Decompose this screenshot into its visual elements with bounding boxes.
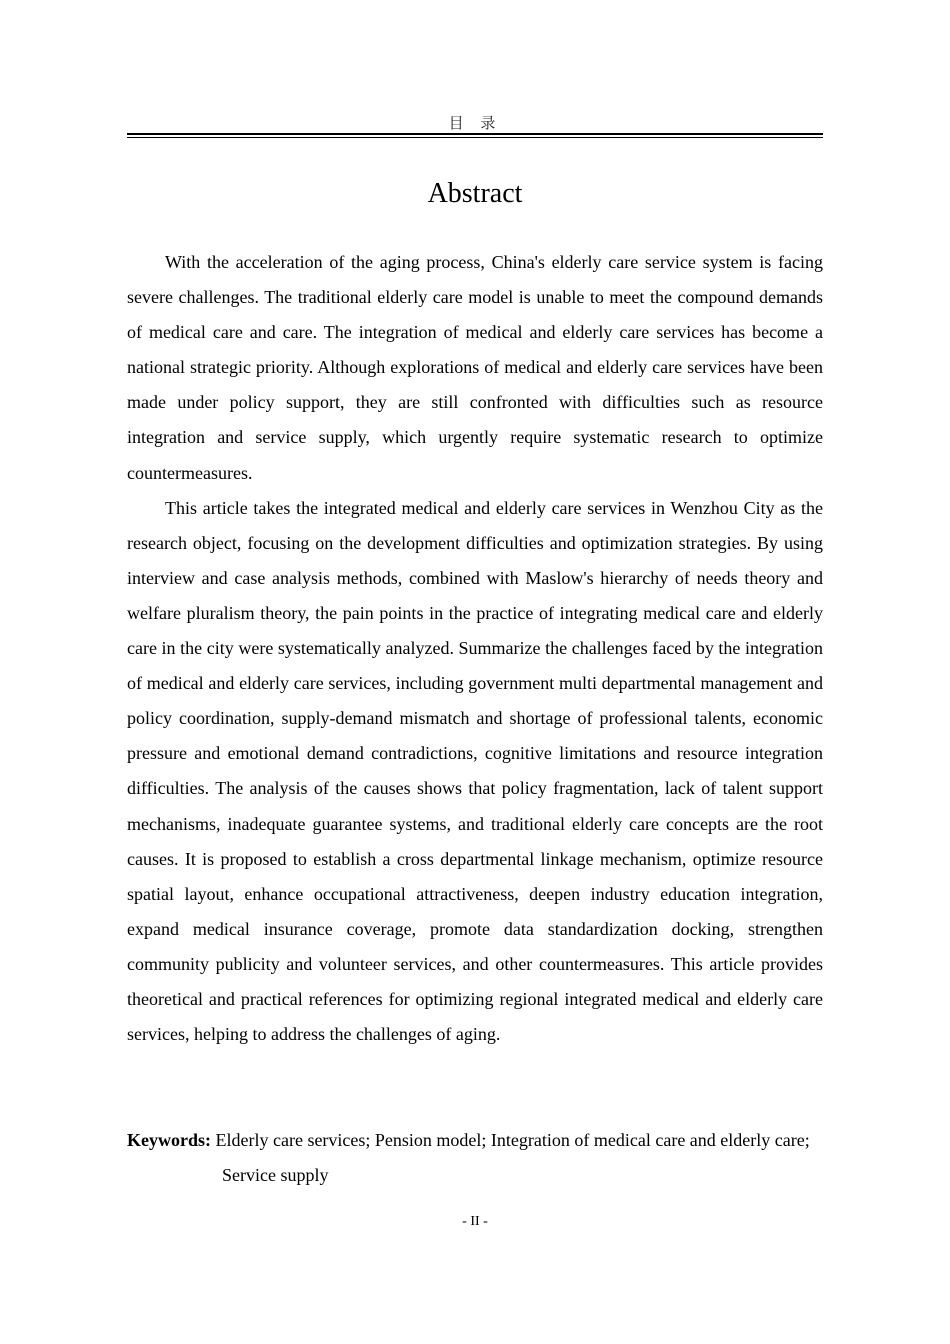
abstract-paragraph-1: With the acceleration of the aging process, China's elderly care service system is facing severe challenges. The traditional elderly care model is unable to meet the compound demands of medical care and care. The integration of medical and elderly care services has become a national strategic priority. Although explorations of medical and elderly care services have been made under policy support, they are still confronted with difficulties such as resource integration and service supply, which urgently require systematic research to optimize countermeasures. [127, 252, 823, 483]
keywords-text: Elderly care services; Pension model; Integration of medical care and elderly care; Service supply [215, 1130, 810, 1185]
abstract-body [127, 245, 823, 1052]
header-double-rule [127, 133, 823, 138]
running-header: 目 录 [448, 114, 502, 132]
page-number: - II - [462, 1214, 488, 1229]
abstract-paragraph-2: This article takes the integrated medical and elderly care services in Wenzhou City as the research object, focusing on the development difficulties and optimization strategies. By using interview and case analysis methods, combined with Maslow's hierarchy of needs theory and welfare pluralism theory, the pain points in the practice of integrating medical care and elderly care in the city were systematically analyzed. Summarize the challenges faced by the integration of medical and elderly care services, including government multi departmental management and policy coordination, supply-demand mismatch and shortage of professional talents, economic pressure and emotional demand contradictions, cognitive limitations and resource integration difficulties. The analysis of the causes shows that policy fragmentation, lack of talent support mechanisms, inadequate guarantee systems, and traditional elderly care concepts are the root causes. It is proposed to establish a cross departmental linkage mechanism, optimize resource spatial layout, enhance occupational attractiveness, deepen industry education integration, expand medical insurance coverage, promote data standardization docking, strengthen community publicity and volunteer services, and other countermeasures. This article provides theoretical and practical references for optimizing regional integrated medical and elderly care services, helping to address the challenges of aging. [127, 497, 823, 1045]
page-title: Abstract [427, 178, 523, 209]
keywords-label: Keywords: [127, 1130, 211, 1150]
keywords-block [127, 1123, 823, 1193]
